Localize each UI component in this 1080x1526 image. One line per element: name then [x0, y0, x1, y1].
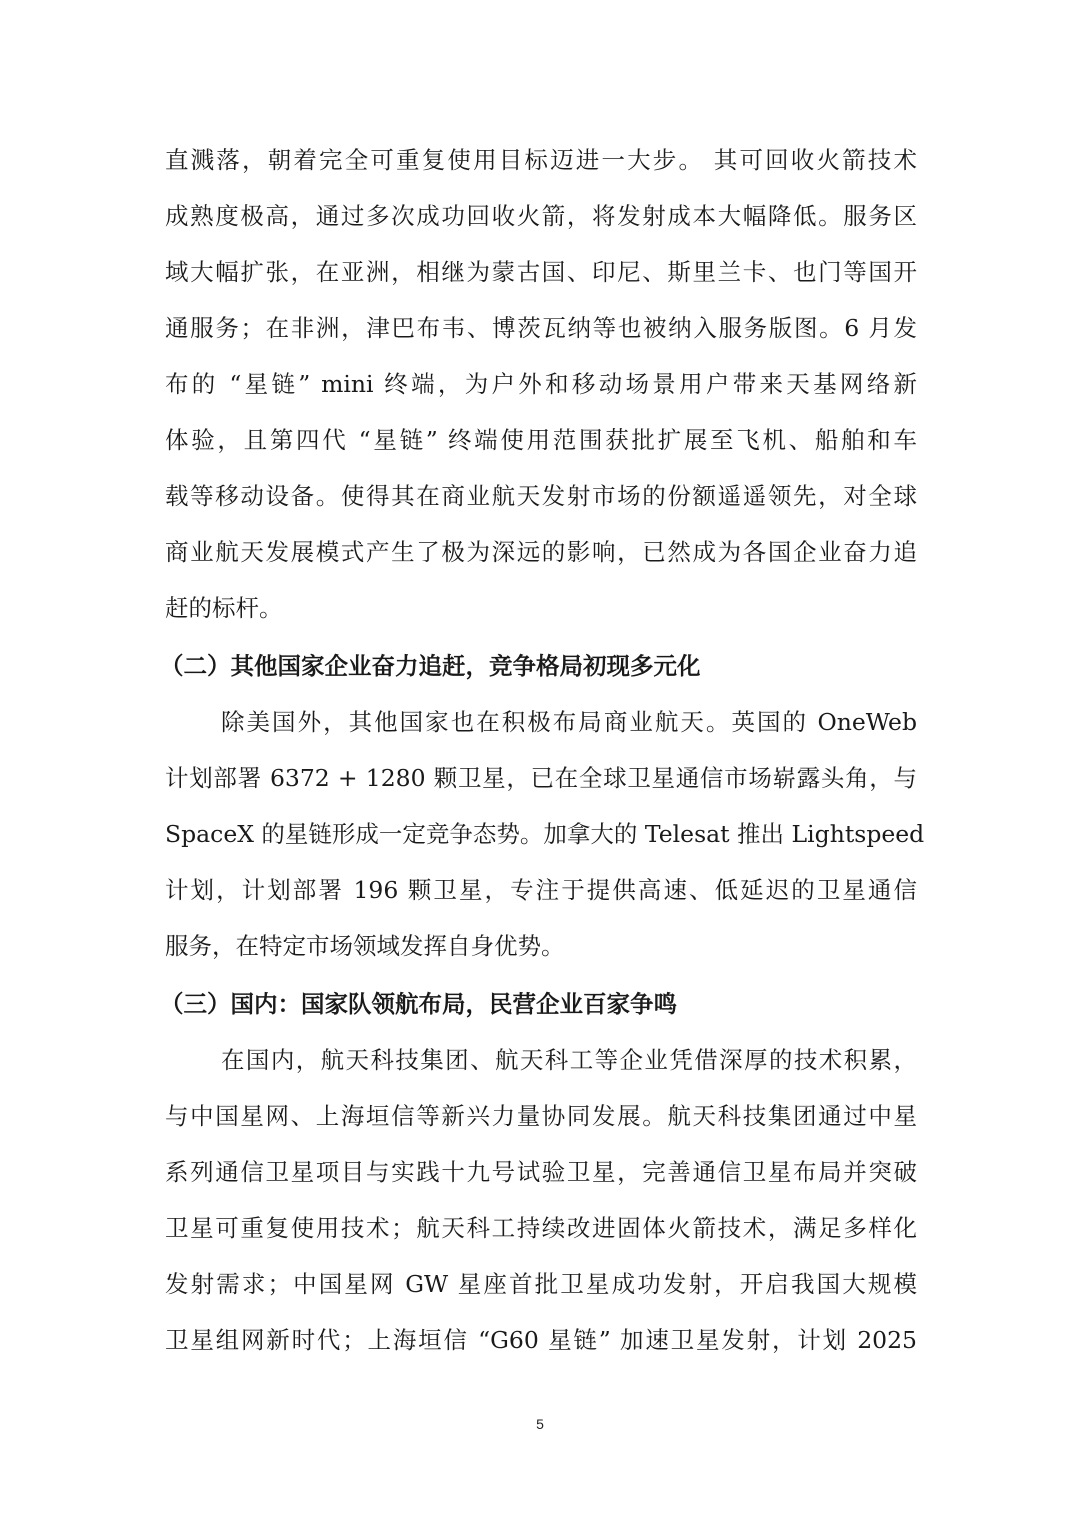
text-line: 系列通信卫星项目与实践十九号试验卫星，完善通信卫星布局并突破: [165, 1158, 917, 1186]
text-line: 计划，计划部署 196 颗卫星，专注于提供高速、低延迟的卫星通信: [165, 876, 917, 904]
text-line: 通服务；在非洲，津巴布韦、博茨瓦纳等也被纳入服务版图。6 月发: [165, 314, 917, 342]
text-line: 布的 “星链” mini 终端，为户外和移动场景用户带来天基网络新: [165, 370, 917, 398]
text-line: 在国内，航天科技集团、航天科工等企业凭借深厚的技术积累，: [221, 1046, 917, 1074]
page-number: 5: [536, 1416, 544, 1432]
text-line: SpaceX 的星链形成一定竞争态势。加拿大的 Telesat 推出 Lightspeed: [165, 820, 925, 848]
section-heading-2: （二）其他国家企业奋力追赶，竞争格局初现多元化: [160, 652, 701, 680]
text-line: 体验，且第四代 “星链” 终端使用范围获批扩展至飞机、船舶和车: [165, 426, 917, 454]
text-line: 发射需求；中国星网 GW 星座首批卫星成功发射，开启我国大规模: [165, 1270, 917, 1298]
text-line: 直溅落，朝着完全可重复使用目标迈进一大步。 其可回收火箭技术: [165, 146, 917, 174]
text-line: 域大幅扩张，在亚洲，相继为蒙古国、印尼、斯里兰卡、也门等国开: [165, 258, 917, 286]
text-line: 服务，在特定市场领域发挥自身优势。: [165, 932, 565, 960]
text-line: 计划部署 6372 + 1280 颗卫星，已在全球卫星通信市场崭露头角，与: [165, 764, 917, 792]
text-line: 成熟度极高，通过多次成功回收火箭，将发射成本大幅降低。服务区: [165, 202, 917, 230]
text-line: 卫星组网新时代；上海垣信 “G60 星链” 加速卫星发射，计划 2025: [165, 1326, 917, 1354]
section-heading-3: （三）国内：国家队领航布局，民营企业百家争鸣: [160, 990, 677, 1018]
text-line: 商业航天发展模式产生了极为深远的影响，已然成为各国企业奋力追: [165, 538, 917, 566]
text-line: 与中国星网、上海垣信等新兴力量协同发展。航天科技集团通过中星: [165, 1102, 917, 1130]
text-line: 卫星可重复使用技术；航天科工持续改进固体火箭技术，满足多样化: [165, 1214, 917, 1242]
text-line: 载等移动设备。使得其在商业航天发射市场的份额遥遥领先，对全球: [165, 482, 917, 510]
text-line: 除美国外，其他国家也在积极布局商业航天。英国的 OneWeb: [221, 708, 917, 736]
text-line: 赶的标杆。: [165, 594, 283, 622]
